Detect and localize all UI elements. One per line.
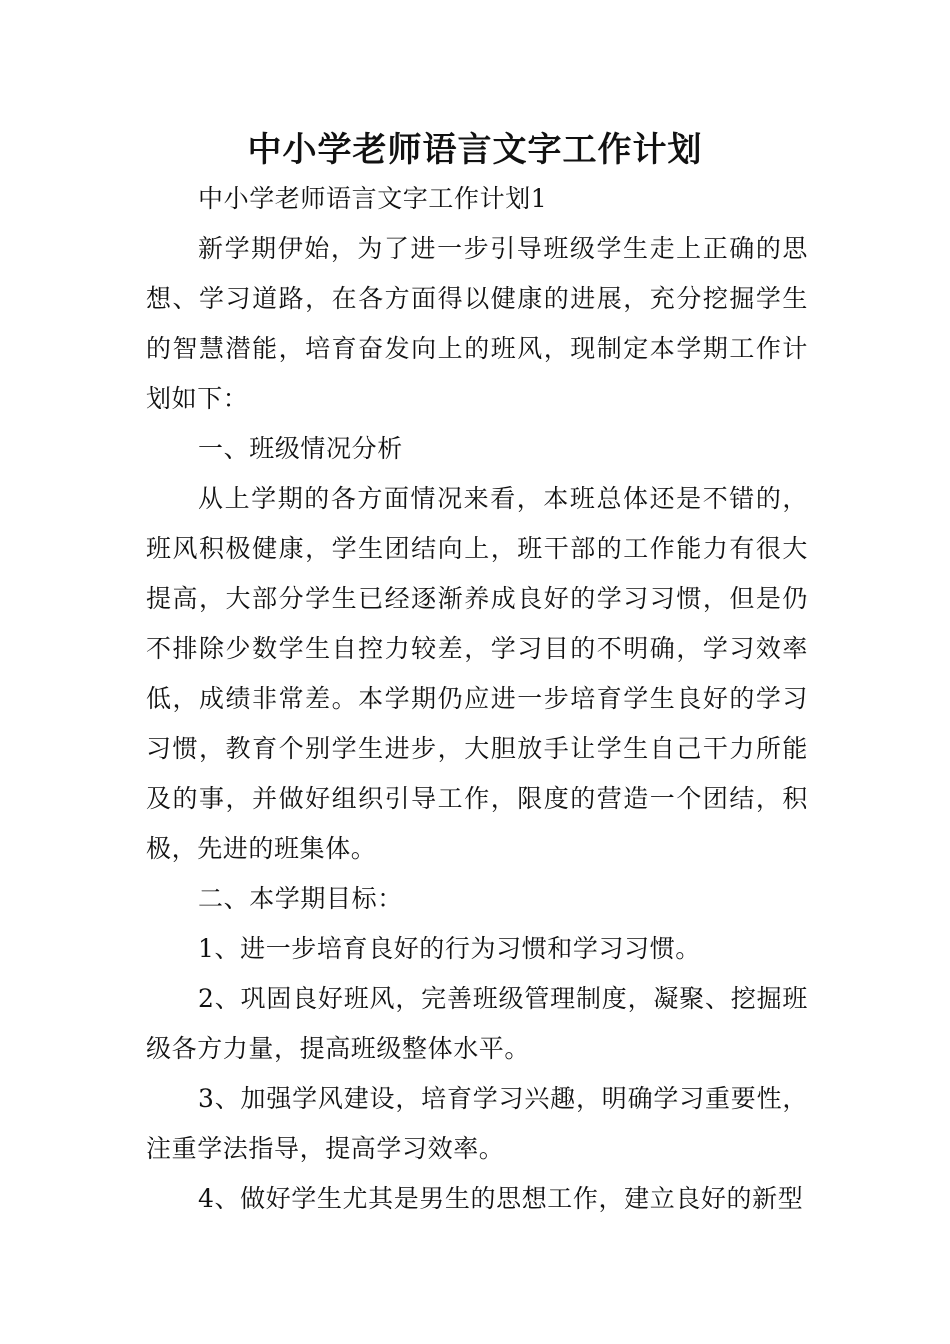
section-heading: 中小学老师语言文字工作计划1 xyxy=(198,184,548,213)
paragraph: 新学期伊始，为了进一步引导班级学生走上正确的思想、学习道路，在各方面得以健康的进展，充分挖掘学生的智慧潜能，培育奋发向上的班风，现制定本学期工作计划如下： xyxy=(146,234,808,413)
list-item: 2、巩固良好班风，完善班级管理制度，凝聚、挖掘班级各方力量，提高班级整体水平。 xyxy=(146,984,808,1063)
document-body xyxy=(146,174,808,1224)
list-item: 3、加强学风建设，培育学习兴趣，明确学习重要性，注重学法指导，提高学习效率。 xyxy=(146,1084,808,1163)
document-title: 中小学老师语言文字工作计划 xyxy=(247,130,703,170)
list-item: 1、进一步培育良好的行为习惯和学习习惯。 xyxy=(198,934,701,963)
paragraph: 从上学期的各方面情况来看，本班总体还是不错的，班风积极健康，学生团结向上，班干部的工作能力有很大提高，大部分学生已经逐渐养成良好的学习习惯，但是仍不排除少数学生自控力较差，学习目的不明确，学习效率低，成绩非常差。本学期仍应进一步培育学生良好的学习习惯，教育个别学生进步，大胆放手让学生自己干力所能及的事，并做好组织引导工作，限度的营造一个团结，积极，先进的班集体。 xyxy=(146,484,808,863)
section-heading: 二、本学期目标： xyxy=(198,884,403,913)
section-heading: 一、班级情况分析 xyxy=(198,434,403,463)
list-item: 4、做好学生尤其是男生的思想工作，建立良好的新型 xyxy=(198,1184,804,1213)
